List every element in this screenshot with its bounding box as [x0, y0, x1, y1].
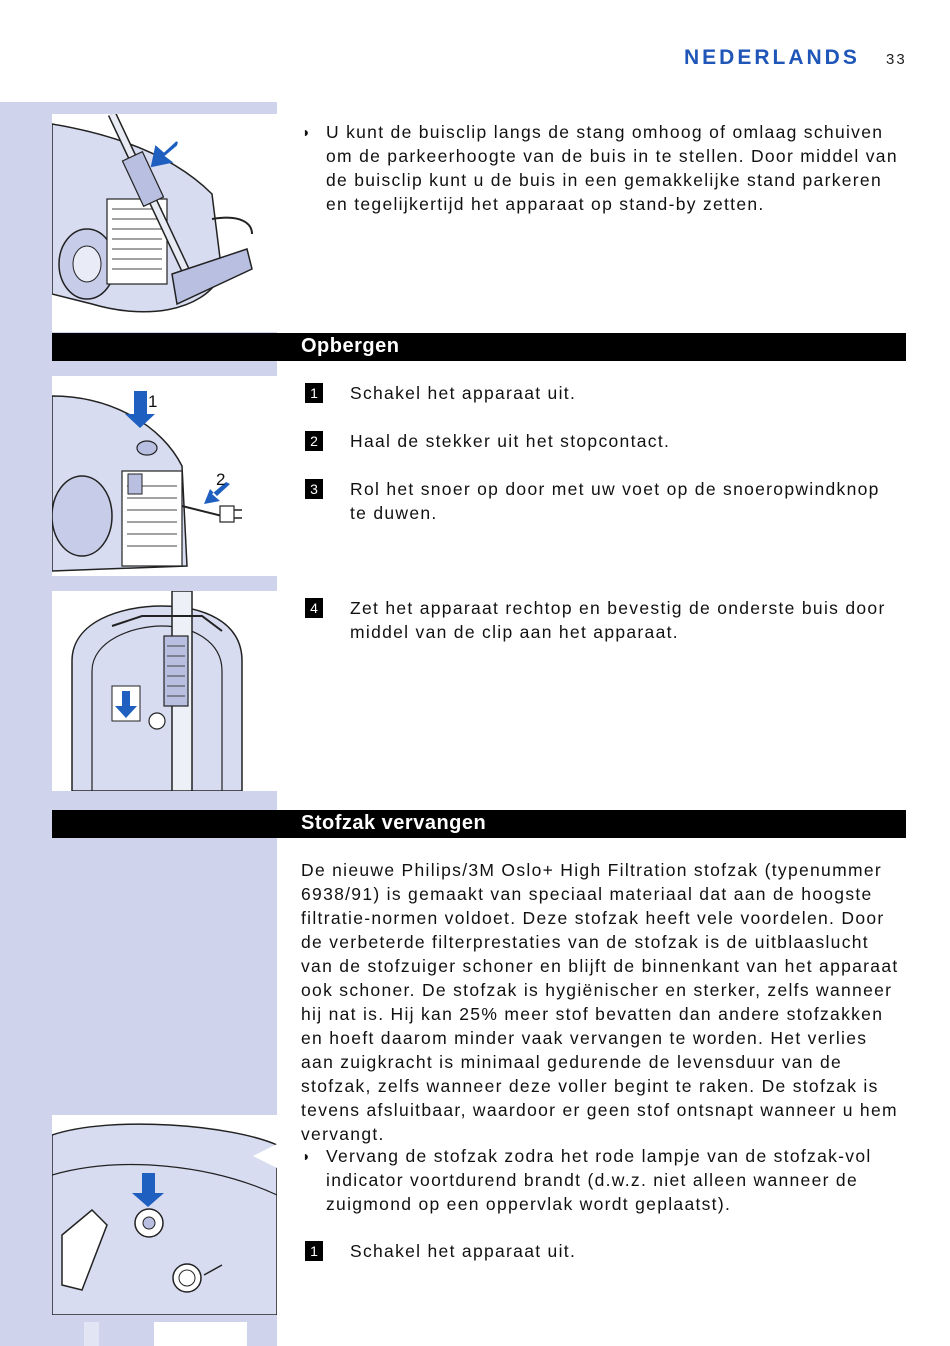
step-text: Schakel het apparaat uit. [350, 1241, 577, 1261]
stofzak-paragraph: De nieuwe Philips/3M Oslo+ High Filtration stofzak (typenummer 6938/91) is gemaakt van speciaal materiaal dat aan de hoogste filtratie-normen voldoet. Deze stofzak heeft vele voordelen. Door de verbeterde filterprestaties van de stofzak is de uitblaaslucht van de stofzuiger schoner en blijft de binnenkant van het apparaat ook schoner. De stofzak is hygiënischer en sterker, zelfs wanneer hij nat is. Hij kan 25% meer stof bevatten dan andere stofzakken en hoeft daarom minder vaak vervangen te worden. Het verlies aan zuigkracht is minimaal gedurende de levensduur van de stofzak, zelfs wanneer deze voller begint te raken. De stofzak is tevens afsluitbaar, waardoor er geen stof ontsnapt wanneer u hem vervangt. [301, 860, 899, 1144]
step-number: 2 [305, 431, 323, 451]
illustration-pointer [253, 125, 277, 149]
stofzak-bullet-text: Vervang de stofzak zodra het rode lampje van de stofzak-vol indicator voortdurend brandt (d.w.z. niet alleen wanneer de zuigmond op een oppervlak wordt geplaatst). [326, 1146, 872, 1214]
bullet-icon: ◗ [302, 124, 311, 140]
illustration-upright-park [52, 591, 277, 791]
step-text: Zet het apparaat rechtop en bevestig de onderste buis door middel van de clip aan het apparaat. [350, 598, 886, 642]
illustration-tube-clip [52, 114, 277, 332]
bottom-strip [154, 1322, 247, 1346]
illustration-bag-indicator [52, 1115, 277, 1315]
page-number: 33 [886, 51, 907, 68]
language-header: NEDERLANDS [684, 46, 860, 69]
step-text: Rol het snoer op door met uw voet op de snoeropwindknop te duwen. [350, 479, 880, 523]
bullet-icon: ◗ [302, 1148, 311, 1164]
step-number: 1 [305, 383, 323, 403]
step-number: 4 [305, 598, 323, 618]
bottom-strip [84, 1322, 99, 1346]
section-title-opbergen: Opbergen [301, 335, 400, 357]
illustration-pointer [253, 1144, 277, 1168]
step-text: Schakel het apparaat uit. [350, 383, 577, 403]
section-bar-opbergen [52, 333, 906, 361]
intro-bullet-text: U kunt de buisclip langs de stang omhoog of omlaag schuiven om de parkeerhoogte van de buis in te stellen. Door middel van de buisclip kunt u de buis in een gemakkelijke stand parkeren en tegelijkertijd het apparaat op stand-by zetten. [326, 122, 898, 214]
figure-label-2: 2 [216, 470, 226, 489]
section-title-stofzak: Stofzak vervangen [301, 812, 487, 834]
section-bar-stofzak [52, 810, 906, 838]
step-text: Haal de stekker uit het stopcontact. [350, 431, 671, 451]
illustration-cord-rewind [52, 376, 277, 576]
step-number: 3 [305, 479, 323, 499]
figure-label-1: 1 [148, 392, 158, 411]
step-number: 1 [305, 1241, 323, 1261]
